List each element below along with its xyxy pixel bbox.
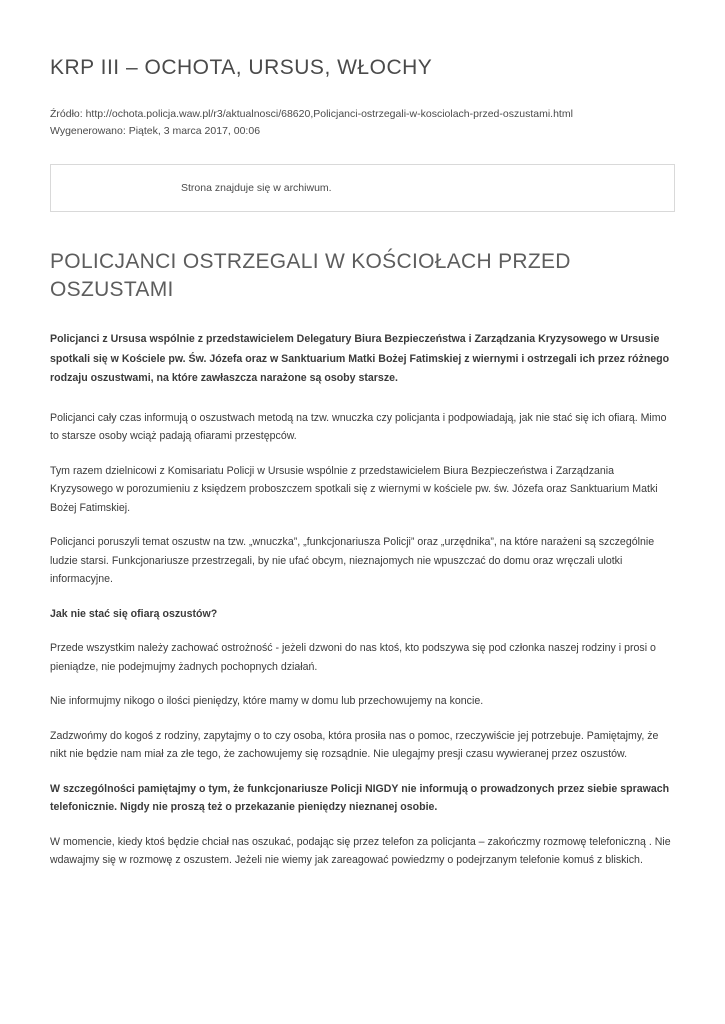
- article-paragraph: Nie informujmy nikogo o ilości pieniędzy, które mamy w domu lub przechowujemy na koncie.: [50, 695, 484, 707]
- page-title: KRP III – OCHOTA, URSUS, WŁOCHY: [50, 56, 433, 79]
- source-url-line: Źródło: http://ochota.policja.waw.pl/r3/aktualnosci/68620,Policjanci-ostrzegali-w-kosciolach-przed-oszustami.html: [50, 108, 573, 120]
- article-paragraph: Zadzwońmy do kogoś z rodziny, zapytajmy o to czy osoba, która prosiła nas o pomoc, rzeczywiście jej potrzebuje. Pamiętajmy, że nikt nie będzie nam miał za złe tego, że zachowujemy się rozsądnie. Nie ulegajmy presji czasu wywieranej przez oszustów.: [50, 729, 659, 760]
- generated-date-line: Wygenerowano: Piątek, 3 marca 2017, 00:06: [50, 125, 261, 137]
- article-paragraph: Tym razem dzielnicowi z Komisariatu Policji w Ursusie wspólnie z przedstawicielem Biura Bezpieczeństwa i Zarządzania Kryzysowego w porozumieniu z księdzem proboszczem spotkali się z wiernymi w kościele pw. św. Józefa oraz Sanktuarium Matki Bożej Fatimskiej.: [50, 464, 658, 514]
- article-subheading: Jak nie stać się ofiarą oszustów?: [50, 607, 218, 620]
- article-paragraph: Policjanci cały czas informują o oszustwach metodą na tzw. wnuczka czy policjanta i podpowiadają, jak nie stać się ich ofiarą. Mimo to starsze osoby wciąż padają ofiarami przestępców.: [50, 411, 667, 442]
- article-lead: Policjanci z Ursusa wspólnie z przedstawicielem Delegatury Biura Bezpieczeństwa i Zarządzania Kryzysowego w Ursusie spotkali się w Kościele pw. Św. Józefa oraz w Sanktuarium Matki Bożej Fatimskiej z wiernymi i ostrzegali ich przez różnego rodzaju oszustwami, na które zawłaszcza narażone są osoby starsze.: [50, 333, 670, 384]
- article-title: POLICJANCI OSTRZEGALI W KOŚCIOŁACH PRZED OSZUSTAMI: [50, 250, 571, 301]
- document-metadata: [50, 106, 675, 140]
- article-paragraph: Przede wszystkim należy zachować ostrożność - jeżeli dzwoni do nas ktoś, kto podszywa się pod członka naszej rodziny i prosi o pieniądze, nie podejmujmy żadnych pochopnych działań.: [50, 642, 656, 673]
- article-closing: W momencie, kiedy ktoś będzie chciał nas oszukać, podając się przez telefon za policjanta – zakończmy rozmowę telefoniczną . Nie wdawajmy się w rozmowę z oszustem. Jeżeli nie wiemy jak zareagować powiedzmy o podejrzanym telefonie komuś z bliskich.: [50, 835, 671, 866]
- article-warning: W szczególności pamiętajmy o tym, że funkcjonariusze Policji NIGDY nie informują o prowadzonych przez siebie sprawach telefonicznie. Nigdy nie proszą też o przekazanie pieniędzy nieznanej osobie.: [50, 782, 670, 813]
- archive-notice-text: Strona znajduje się w archiwum.: [181, 182, 332, 194]
- archive-notice: [50, 164, 675, 212]
- article-paragraph: Policjanci poruszyli temat oszustw na tzw. „wnuczka”, „funkcjonariusza Policji” oraz „urzędnika”, na które narażeni są szczególnie ludzie starsi. Funkcjonariusze przestrzegali, by nie ufać obcym, nieznajomych nie wpuszczać do domu oraz wręczali ulotki informacyjne.: [50, 536, 655, 585]
